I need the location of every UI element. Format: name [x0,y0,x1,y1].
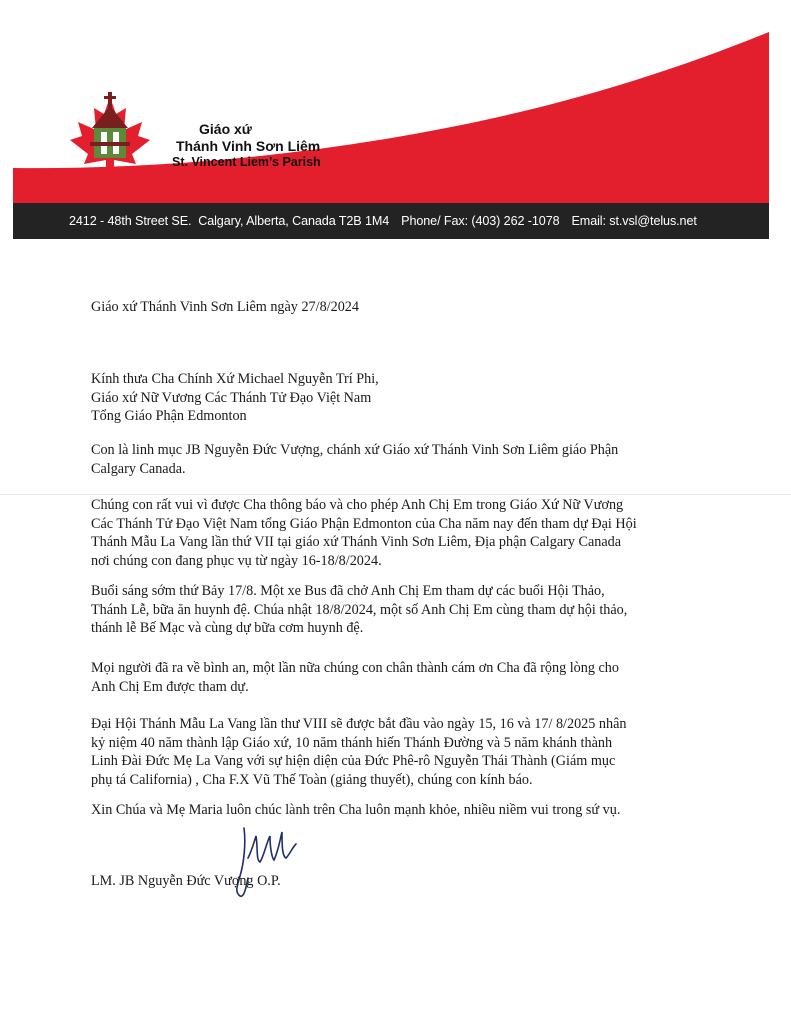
paragraph-line: Thánh Lễ, bữa ăn huynh đệ. Chúa nhật 18/8/2024, một số Anh Chị Em cùng tham dự hội thảo, [91,601,628,618]
paragraph-line: Buổi sáng sớm thứ Bảy 17/8. Một xe Bus đã chở Anh Chị Em tham dự các buổi Hội Thảo, [91,583,605,599]
paragraph-line: Mọi người đã ra về bình an, một lần nữa chúng con chân thành cám ơn Cha đã rộng lòng cho [91,660,619,676]
letterhead [0,0,791,245]
paragraph-line: Con là linh mục JB Nguyễn Đức Vượng, chánh xứ Giáo xứ Thánh Vinh Sơn Liêm giáo Phận [91,442,619,458]
paragraph-line: Thánh Mẫu La Vang lần thứ VII tại giáo xứ Thánh Vinh Sơn Liêm, Địa phận Calgary Canada [91,534,622,551]
letter-paragraph-3 [91,659,619,696]
salutation-line: Kính thưa Cha Chính Xứ Michael Nguyễn Trí Phi, [91,371,379,387]
parish-name-english: St. Vincent Liem’s Parish [172,155,321,169]
paragraph-line: nơi chúng con đang phục vụ từ ngày 16-18/8/2024. [91,552,382,569]
letter-signatory-name: LM. JB Nguyễn Đức Vượng O.P. [91,873,281,889]
parish-phone: Phone/ Fax: (403) 262 -1078 [401,214,560,228]
paragraph-line: Calgary Canada. [91,460,186,477]
red-swoosh-shape [13,32,769,203]
scan-artifact-line [0,494,791,495]
letter-salutation [91,370,379,426]
parish-name-line1: Giáo xứ [199,121,252,137]
salutation-line: Giáo xứ Nữ Vương Các Thánh Tử Đạo Việt Nam [91,389,372,406]
letter-closing-blessing: Xin Chúa và Mẹ Maria luôn chúc lành trên Cha luôn mạnh khỏe, nhiều niềm vui trong sứ vụ. [91,802,621,818]
letter-paragraph-2 [91,582,627,638]
parish-email[interactable]: Email: st.vsl@telus.net [571,214,697,228]
paragraph-line: Anh Chị Em được tham dự. [91,678,249,695]
letter-intro-paragraph [91,441,618,478]
address-bar [13,203,769,239]
paragraph-line: phụ tá California) , Cha F.X Vũ Thế Toàn (giảng thuyết), chúng con kính báo. [91,771,533,788]
parish-name-line2: Thánh Vinh Sơn Liêm [176,138,321,154]
salutation-line: Tổng Giáo Phận Edmonton [91,408,247,425]
paragraph-line: Các Thánh Tử Đạo Việt Nam tổng Giáo Phận Edmonton của Cha năm nay đến tham dự Đại Hội [91,515,637,532]
paragraph-line: kỷ niệm 40 năm thành lập Giáo xứ, 10 năm thánh hiến Thánh Đường và 5 năm khánh thành [91,734,613,751]
letter-date-line: Giáo xứ Thánh Vinh Sơn Liêm ngày 27/8/2024 [91,299,359,315]
paragraph-line: Đại Hội Thánh Mẫu La Vang lần thư VIII sẽ được bắt đầu vào ngày 15, 16 và 17/ 8/2025 nhân [91,716,627,732]
paragraph-line: thánh lễ Bế Mạc và cùng dự bữa cơm huynh đệ. [91,620,364,637]
parish-address: 2412 - 48th Street SE. Calgary, Alberta, Canada T2B 1M4 [69,214,390,228]
letter-paragraph-4 [91,715,627,789]
letter-paragraph-1 [91,496,637,570]
paragraph-line: Linh Đài Đức Mẹ La Vang với sự hiện diện của Đức Phê-rô Nguyễn Thái Thành (Giám mục [91,753,616,770]
paragraph-line: Chúng con rất vui vì được Cha thông báo và cho phép Anh Chị Em trong Giáo Xứ Nữ Vương [91,497,624,513]
